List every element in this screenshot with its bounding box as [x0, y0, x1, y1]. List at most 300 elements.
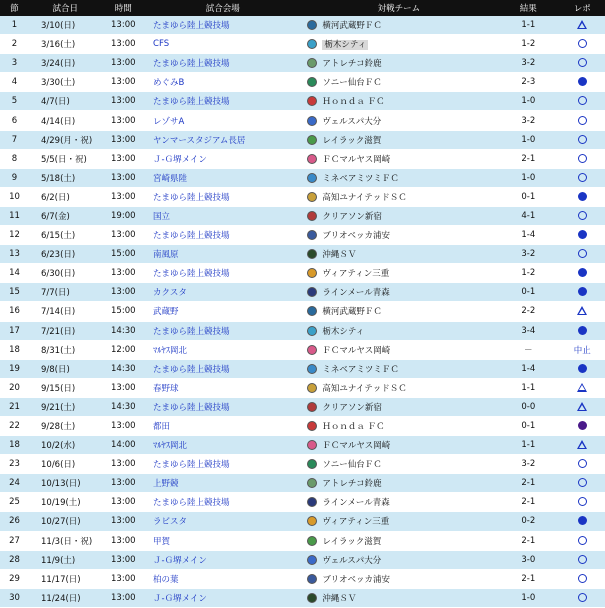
- venue-link[interactable]: たまゆら陸上競技場: [145, 493, 300, 512]
- cell-date: 5/18(土): [29, 168, 102, 187]
- circle-icon[interactable]: [578, 58, 587, 67]
- cell-date: 7/14(日): [29, 302, 102, 321]
- circle-icon[interactable]: [578, 39, 587, 48]
- header-result: 結果: [519, 4, 537, 14]
- team-emblem-icon: [307, 536, 317, 546]
- team-emblem-icon: [307, 287, 317, 297]
- team-emblem-icon: [307, 402, 317, 412]
- header-venue: 試合会場: [205, 4, 240, 14]
- venue-link[interactable]: レゾサA: [145, 111, 300, 130]
- cell-round: 30: [0, 588, 29, 607]
- venue-link[interactable]: たまゆら陸上競技場: [145, 226, 300, 245]
- cell-result: 4-1: [497, 206, 559, 225]
- cell-round: 21: [0, 397, 29, 416]
- cell-round: 25: [0, 493, 29, 512]
- cell-opponent: [300, 245, 497, 264]
- opponent-name: ヴィアティン三重: [322, 517, 390, 528]
- cell-result: 3-2: [497, 111, 559, 130]
- cell-report: [559, 206, 605, 225]
- cell-report: [559, 436, 605, 455]
- venue-link[interactable]: Ｊ-Ｇ堺メイン: [145, 588, 300, 607]
- circle-icon[interactable]: [578, 593, 587, 602]
- cell-time: 13:00: [102, 588, 146, 607]
- cell-result: 2-1: [497, 474, 559, 493]
- circle-icon[interactable]: [578, 154, 587, 163]
- cell-time: 13:00: [102, 474, 146, 493]
- venue-link[interactable]: 上野競: [145, 474, 300, 493]
- cell-time: 14:30: [102, 359, 146, 378]
- cell-opponent: [300, 359, 497, 378]
- cell-round: 22: [0, 416, 29, 435]
- cell-date: 10/27(日): [29, 512, 102, 531]
- cell-date: 10/6(日): [29, 455, 102, 474]
- cell-date: 9/21(土): [29, 397, 102, 416]
- venue-link[interactable]: ラビスタ: [145, 512, 300, 531]
- filled-circle-icon[interactable]: [578, 516, 587, 525]
- cell-date: 7/7(日): [29, 283, 102, 302]
- cell-time: 13:00: [102, 168, 146, 187]
- cell-report: [559, 73, 605, 92]
- cell-date: 11/3(日・祝): [29, 531, 102, 550]
- cell-result: 0-1: [497, 416, 559, 435]
- circle-icon[interactable]: [578, 96, 587, 105]
- cell-result: 2-1: [497, 569, 559, 588]
- report-link[interactable]: 中止: [573, 345, 591, 356]
- opponent-name: ブリオベッカ浦安: [322, 231, 390, 242]
- cell-report: [559, 302, 605, 321]
- table-row: [0, 378, 605, 397]
- header-time: 時間: [114, 4, 132, 14]
- team-emblem-icon: [307, 306, 317, 316]
- filled-circle-icon[interactable]: [578, 192, 587, 201]
- cell-time: 13:00: [102, 569, 146, 588]
- venue-link[interactable]: ヤンマースタジアム長居: [145, 130, 300, 149]
- cell-date: 6/30(日): [29, 264, 102, 283]
- table-row: [0, 283, 605, 302]
- opponent-name: Ｈｏｎｄａ ＦＣ: [322, 97, 385, 108]
- cell-round: 18: [0, 340, 29, 359]
- cell-result: 2-2: [497, 302, 559, 321]
- cell-result: 3-4: [497, 321, 559, 340]
- cell-time: 13:00: [102, 16, 146, 35]
- cell-result: －: [497, 340, 559, 359]
- cell-result: 2-1: [497, 493, 559, 512]
- venue-link[interactable]: たまゆら陸上競技場: [145, 16, 300, 35]
- venue-link[interactable]: 国立: [145, 206, 300, 225]
- circle-icon[interactable]: [578, 173, 587, 182]
- venue-link[interactable]: たまゆら陸上競技場: [145, 359, 300, 378]
- team-emblem-icon: [307, 154, 317, 164]
- opponent-name: レイラック滋賀: [322, 536, 382, 547]
- team-emblem-icon: [307, 173, 317, 183]
- cell-time: 13:00: [102, 416, 146, 435]
- opponent-name: ヴェルスパ大分: [322, 116, 382, 127]
- team-emblem-icon: [307, 211, 317, 221]
- circle-icon[interactable]: [578, 135, 587, 144]
- venue-link[interactable]: たまゆら陸上競技場: [145, 264, 300, 283]
- cell-opponent: [300, 130, 497, 149]
- cell-round: 2: [0, 35, 29, 54]
- cell-result: 1-0: [497, 588, 559, 607]
- filled-circle-icon[interactable]: [578, 364, 587, 373]
- cell-date: 7/21(日): [29, 321, 102, 340]
- cell-report: [559, 92, 605, 111]
- cell-opponent: [300, 92, 497, 111]
- venue-link[interactable]: 柏の葉: [145, 569, 300, 588]
- opponent-name: ＦＣマルヤス岡崎: [322, 154, 391, 165]
- table-row: [0, 54, 605, 73]
- cell-opponent: [300, 378, 497, 397]
- cell-opponent: [300, 416, 497, 435]
- venue-link[interactable]: めぐみB: [145, 73, 300, 92]
- triangle-icon[interactable]: [577, 440, 587, 449]
- cell-date: 4/7(日): [29, 92, 102, 111]
- cell-date: 10/19(土): [29, 493, 102, 512]
- team-emblem-icon: [307, 77, 317, 87]
- table-row: [0, 512, 605, 531]
- cell-report: [559, 283, 605, 302]
- cell-result: 3-2: [497, 455, 559, 474]
- cell-report: [559, 245, 605, 264]
- cell-date: 11/9(土): [29, 550, 102, 569]
- cell-round: 3: [0, 54, 29, 73]
- cell-opponent: [300, 54, 497, 73]
- opponent-name: Ｈｏｎｄａ ＦＣ: [322, 422, 385, 433]
- opponent-name: レイラック滋賀: [322, 135, 382, 146]
- filled-circle-icon[interactable]: [578, 326, 587, 335]
- opponent-name: ソニー仙台ＦＣ: [322, 460, 382, 471]
- cell-date: 6/15(土): [29, 226, 102, 245]
- venue-link[interactable]: ﾏﾙﾔｽ岡北: [145, 436, 300, 455]
- cell-date: 11/17(日): [29, 569, 102, 588]
- cell-opponent: [300, 168, 497, 187]
- cell-report: [559, 187, 605, 206]
- venue-link[interactable]: たまゆら陸上競技場: [145, 321, 300, 340]
- circle-icon[interactable]: [578, 574, 587, 583]
- team-emblem-icon: [307, 440, 317, 450]
- triangle-icon[interactable]: [577, 383, 587, 392]
- opponent-name: クリアソン新宿: [322, 402, 382, 413]
- table-row: [0, 206, 605, 225]
- table-row: [0, 16, 605, 35]
- cell-opponent: [300, 226, 497, 245]
- cell-report: [559, 416, 605, 435]
- cell-time: 13:00: [102, 378, 146, 397]
- cell-report: [559, 531, 605, 550]
- cell-date: 4/29(月・祝): [29, 130, 102, 149]
- team-emblem-icon: [307, 20, 317, 30]
- cell-report: [559, 455, 605, 474]
- header-report: レポ: [573, 4, 591, 14]
- cell-round: 24: [0, 474, 29, 493]
- venue-link[interactable]: CFS: [145, 35, 300, 54]
- cell-date: 10/2(水): [29, 436, 102, 455]
- circle-icon[interactable]: [578, 211, 587, 220]
- cell-result: 1-0: [497, 92, 559, 111]
- cell-result: 0-1: [497, 283, 559, 302]
- cell-opponent: [300, 550, 497, 569]
- cell-opponent: [300, 531, 497, 550]
- opponent-name: ラインメール青森: [322, 288, 390, 299]
- cell-date: 6/7(金): [29, 206, 102, 225]
- triangle-icon[interactable]: [577, 402, 587, 411]
- cell-time: 13:00: [102, 130, 146, 149]
- cell-report: [559, 130, 605, 149]
- cell-date: 11/24(日): [29, 588, 102, 607]
- table-row: [0, 226, 605, 245]
- circle-icon[interactable]: [578, 497, 587, 506]
- cell-round: 20: [0, 378, 29, 397]
- opponent-name: 横河武蔵野ＦＣ: [322, 307, 382, 318]
- cell-date: 3/30(土): [29, 73, 102, 92]
- cell-round: 26: [0, 512, 29, 531]
- cell-opponent: [300, 35, 497, 54]
- table-row: [0, 550, 605, 569]
- triangle-icon[interactable]: [577, 20, 587, 29]
- team-emblem-icon: [307, 593, 317, 603]
- venue-link[interactable]: Ｊ-Ｇ堺メイン: [145, 550, 300, 569]
- venue-link[interactable]: ﾏﾙﾔｽ岡北: [145, 340, 300, 359]
- cell-date: 6/23(日): [29, 245, 102, 264]
- cell-report: [559, 378, 605, 397]
- opponent-name: ミネベアミツミＦＣ: [322, 364, 399, 375]
- cell-round: 19: [0, 359, 29, 378]
- cell-report: [559, 512, 605, 531]
- team-emblem-icon: [307, 516, 317, 526]
- table-row: [0, 168, 605, 187]
- cell-opponent: [300, 206, 497, 225]
- table-row: [0, 436, 605, 455]
- cell-date: 4/14(日): [29, 111, 102, 130]
- cell-round: 28: [0, 550, 29, 569]
- header-opponent: 対戦チーム: [377, 4, 421, 14]
- filled-circle-icon[interactable]: [578, 268, 587, 277]
- venue-link[interactable]: 南風原: [145, 245, 300, 264]
- venue-link[interactable]: Ｊ-Ｇ堺メイン: [145, 149, 300, 168]
- table-row: [0, 531, 605, 550]
- venue-link[interactable]: たまゆら陸上競技場: [145, 54, 300, 73]
- cell-round: 4: [0, 73, 29, 92]
- opponent-name: ＦＣマルヤス岡崎: [322, 441, 391, 452]
- table-row: [0, 455, 605, 474]
- cell-opponent: [300, 187, 497, 206]
- cell-time: 13:00: [102, 531, 146, 550]
- cell-opponent: [300, 455, 497, 474]
- cell-round: 14: [0, 264, 29, 283]
- team-emblem-icon: [307, 116, 317, 126]
- cell-time: 13:00: [102, 92, 146, 111]
- table-row: [0, 35, 605, 54]
- opponent-name: ヴィアティン三重: [322, 269, 390, 280]
- cell-time: 14:00: [102, 436, 146, 455]
- cell-opponent: [300, 474, 497, 493]
- team-emblem-icon: [307, 478, 317, 488]
- cell-date: 3/16(土): [29, 35, 102, 54]
- cell-time: 15:00: [102, 245, 146, 264]
- venue-link[interactable]: 宮崎県陸: [145, 168, 300, 187]
- table-row: [0, 493, 605, 512]
- team-emblem-icon: [307, 230, 317, 240]
- cell-time: 19:00: [102, 206, 146, 225]
- cell-date: 5/5(日・祝): [29, 149, 102, 168]
- cell-result: 3-2: [497, 54, 559, 73]
- venue-link[interactable]: たまゆら陸上競技場: [145, 187, 300, 206]
- venue-link[interactable]: カクスタ: [145, 283, 300, 302]
- table-row: [0, 321, 605, 340]
- cell-round: 15: [0, 283, 29, 302]
- table-row: [0, 588, 605, 607]
- cell-opponent: [300, 340, 497, 359]
- cell-result: 1-2: [497, 35, 559, 54]
- venue-link[interactable]: たまゆら陸上競技場: [145, 397, 300, 416]
- circle-icon[interactable]: [578, 249, 587, 258]
- cell-round: 17: [0, 321, 29, 340]
- cell-opponent: [300, 321, 497, 340]
- cell-round: 29: [0, 569, 29, 588]
- circle-icon[interactable]: [578, 555, 587, 564]
- table-row: [0, 302, 605, 321]
- opponent-name: ミネベアミツミＦＣ: [322, 173, 399, 184]
- cell-opponent: [300, 302, 497, 321]
- team-emblem-icon: [307, 555, 317, 565]
- cell-result: 1-4: [497, 226, 559, 245]
- table-row: [0, 187, 605, 206]
- cell-report: [559, 397, 605, 416]
- cell-time: 13:00: [102, 512, 146, 531]
- cell-date: 3/24(日): [29, 54, 102, 73]
- cell-result: 1-1: [497, 436, 559, 455]
- cell-date: 10/13(日): [29, 474, 102, 493]
- opponent-name: 沖縄ＳＶ: [322, 593, 357, 604]
- cell-result: 0-2: [497, 512, 559, 531]
- venue-link[interactable]: 甲賀: [145, 531, 300, 550]
- cell-opponent: [300, 283, 497, 302]
- cell-report: [559, 16, 605, 35]
- cell-result: 0-0: [497, 397, 559, 416]
- cell-time: 13:00: [102, 264, 146, 283]
- cell-date: 3/10(日): [29, 16, 102, 35]
- cell-round: 5: [0, 92, 29, 111]
- cell-round: 1: [0, 16, 29, 35]
- cell-time: 13:00: [102, 187, 146, 206]
- circle-icon[interactable]: [578, 536, 587, 545]
- filled-circle-icon[interactable]: [578, 77, 587, 86]
- venue-link[interactable]: 武蔵野: [145, 302, 300, 321]
- cell-opponent: [300, 397, 497, 416]
- cell-report: [559, 111, 605, 130]
- opponent-name: ＦＣマルヤス岡崎: [322, 345, 391, 356]
- table-row: [0, 130, 605, 149]
- cell-result: 2-1: [497, 531, 559, 550]
- cell-time: 13:00: [102, 73, 146, 92]
- cell-opponent: [300, 16, 497, 35]
- team-emblem-icon: [307, 421, 317, 431]
- opponent-name: 栃木シティ: [322, 326, 365, 337]
- cell-round: 11: [0, 206, 29, 225]
- cell-report: [559, 474, 605, 493]
- cell-result: 3-0: [497, 550, 559, 569]
- team-emblem-icon: [307, 58, 317, 68]
- table-row: [0, 264, 605, 283]
- cell-round: 13: [0, 245, 29, 264]
- team-emblem-icon: [307, 364, 317, 374]
- cell-time: 13:00: [102, 283, 146, 302]
- cell-time: 14:30: [102, 397, 146, 416]
- cell-round: 7: [0, 130, 29, 149]
- cell-date: 8/31(土): [29, 340, 102, 359]
- circle-icon[interactable]: [578, 116, 587, 125]
- team-emblem-icon: [307, 497, 317, 507]
- cell-time: 14:30: [102, 321, 146, 340]
- table-row: [0, 149, 605, 168]
- cell-round: 23: [0, 455, 29, 474]
- team-emblem-icon: [307, 96, 317, 106]
- cell-result: 1-4: [497, 359, 559, 378]
- cell-round: 10: [0, 187, 29, 206]
- cell-time: 13:00: [102, 455, 146, 474]
- cell-time: 12:00: [102, 340, 146, 359]
- cell-result: 1-2: [497, 264, 559, 283]
- table-body: [0, 16, 605, 607]
- cell-report: [559, 340, 605, 359]
- cell-opponent: [300, 73, 497, 92]
- header-date: 試合日: [52, 4, 79, 14]
- team-emblem-icon: [307, 383, 317, 393]
- venue-link[interactable]: たまゆら陸上競技場: [145, 455, 300, 474]
- venue-link[interactable]: たまゆら陸上競技場: [145, 92, 300, 111]
- cell-result: 1-0: [497, 168, 559, 187]
- triangle-icon[interactable]: [577, 306, 587, 315]
- table-row: [0, 416, 605, 435]
- cell-result: 1-1: [497, 16, 559, 35]
- opponent-name: ラインメール青森: [322, 498, 390, 509]
- table-row: [0, 340, 605, 359]
- table-header: [0, 0, 605, 16]
- cell-round: 12: [0, 226, 29, 245]
- cell-report: [559, 35, 605, 54]
- opponent-name: 栃木シティ: [324, 40, 367, 51]
- circle-icon[interactable]: [578, 459, 587, 468]
- cell-report: [559, 226, 605, 245]
- filled-circle-icon[interactable]: [578, 287, 587, 296]
- opponent-name: ヴェルスパ大分: [322, 555, 382, 566]
- cell-report: [559, 149, 605, 168]
- team-emblem-icon: [307, 39, 317, 49]
- table-row: [0, 474, 605, 493]
- cell-time: 13:00: [102, 54, 146, 73]
- cell-time: 15:00: [102, 302, 146, 321]
- filled-circle-icon[interactable]: [578, 421, 587, 430]
- opponent-name: ブリオベッカ浦安: [322, 574, 390, 585]
- venue-link[interactable]: 都田: [145, 416, 300, 435]
- opponent-name: ソニー仙台ＦＣ: [322, 78, 382, 89]
- opponent-name: クリアソン新宿: [322, 211, 382, 222]
- filled-circle-icon[interactable]: [578, 230, 587, 239]
- cell-round: 8: [0, 149, 29, 168]
- cell-date: 6/2(日): [29, 187, 102, 206]
- cell-opponent: [300, 512, 497, 531]
- opponent-name: 高知ユナイテッドＳＣ: [322, 192, 407, 203]
- cell-result: 2-3: [497, 73, 559, 92]
- cell-round: 18: [0, 436, 29, 455]
- circle-icon[interactable]: [578, 478, 587, 487]
- table-row: [0, 73, 605, 92]
- cell-opponent: [300, 493, 497, 512]
- cell-report: [559, 550, 605, 569]
- venue-link[interactable]: 春野球: [145, 378, 300, 397]
- team-emblem-icon: [307, 268, 317, 278]
- cell-report: [559, 493, 605, 512]
